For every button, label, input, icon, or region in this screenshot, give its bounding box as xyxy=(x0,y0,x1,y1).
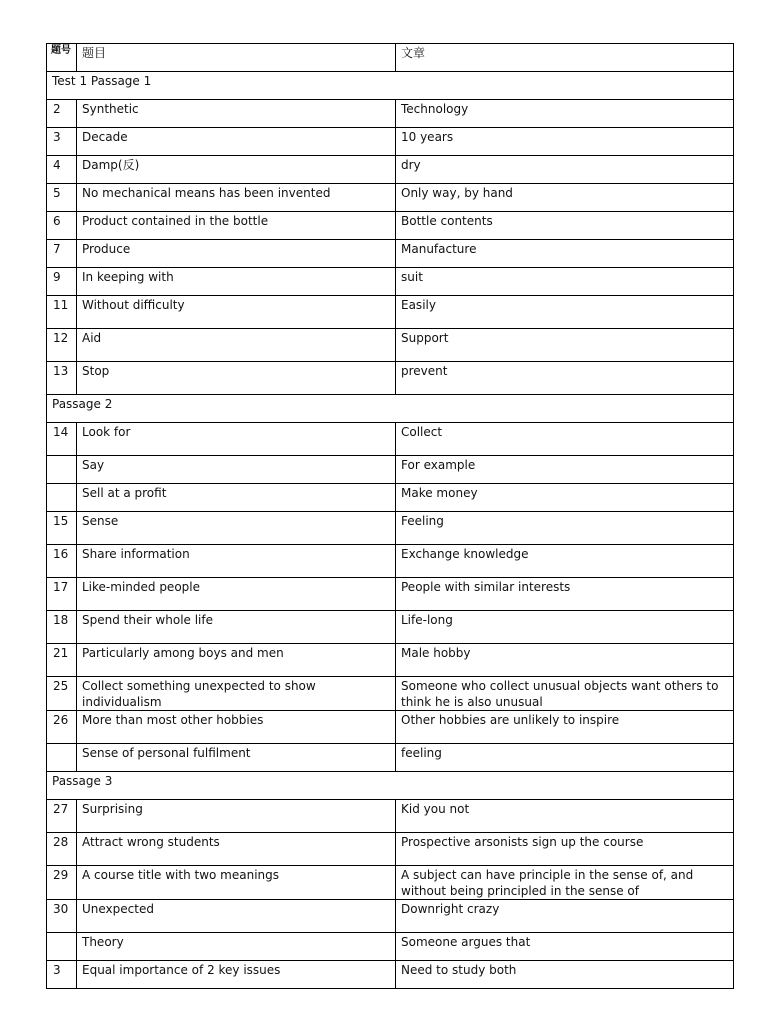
row-number: 17 xyxy=(47,578,77,611)
question-cell: Collect something unexpected to show individualism xyxy=(77,677,396,711)
question-cell: Sense xyxy=(77,512,396,545)
table-row xyxy=(47,240,734,268)
article-cell: Someone who collect unusual objects want others to think he is also unusual xyxy=(396,677,734,711)
row-number: 26 xyxy=(47,711,77,744)
section-label: Test 1 Passage 1 xyxy=(47,72,734,100)
header-row xyxy=(47,44,734,72)
table-body xyxy=(47,44,734,989)
article-cell: dry xyxy=(396,156,734,184)
question-cell: Equal importance of 2 key issues xyxy=(77,961,396,989)
table-row xyxy=(47,578,734,611)
table-row xyxy=(47,512,734,545)
question-cell: Surprising xyxy=(77,800,396,833)
table-row xyxy=(47,484,734,512)
row-number: 11 xyxy=(47,296,77,329)
vocabulary-table xyxy=(46,43,734,989)
question-cell: Damp(反) xyxy=(77,156,396,184)
section-row xyxy=(47,72,734,100)
question-cell: Product contained in the bottle xyxy=(77,212,396,240)
question-cell: Spend their whole life xyxy=(77,611,396,644)
question-cell: Synthetic xyxy=(77,100,396,128)
row-number: 6 xyxy=(47,212,77,240)
row-number xyxy=(47,933,77,961)
question-cell: Say xyxy=(77,456,396,484)
header-number: 题号 xyxy=(47,44,77,72)
table-row xyxy=(47,212,734,240)
article-cell: Technology xyxy=(396,100,734,128)
table-row xyxy=(47,296,734,329)
question-cell: Without difficulty xyxy=(77,296,396,329)
table-row xyxy=(47,833,734,866)
article-cell: Manufacture xyxy=(396,240,734,268)
question-cell: More than most other hobbies xyxy=(77,711,396,744)
question-cell: Attract wrong students xyxy=(77,833,396,866)
row-number: 18 xyxy=(47,611,77,644)
table-row xyxy=(47,156,734,184)
table-row xyxy=(47,362,734,395)
question-cell: Look for xyxy=(77,423,396,456)
article-cell: A subject can have principle in the sense of, and without being principled in the sense of xyxy=(396,866,734,900)
row-number: 30 xyxy=(47,900,77,933)
article-cell: Collect xyxy=(396,423,734,456)
table-row xyxy=(47,423,734,456)
header-article: 文章 xyxy=(396,44,734,72)
article-cell: prevent xyxy=(396,362,734,395)
table-row xyxy=(47,800,734,833)
article-cell: Other hobbies are unlikely to inspire xyxy=(396,711,734,744)
article-cell: Life-long xyxy=(396,611,734,644)
article-cell: Bottle contents xyxy=(396,212,734,240)
table-row xyxy=(47,744,734,772)
table-row xyxy=(47,128,734,156)
table-row xyxy=(47,866,734,900)
section-row xyxy=(47,395,734,423)
row-number: 12 xyxy=(47,329,77,362)
table-row xyxy=(47,644,734,677)
table-row xyxy=(47,456,734,484)
article-cell: Easily xyxy=(396,296,734,329)
section-label: Passage 3 xyxy=(47,772,734,800)
row-number: 15 xyxy=(47,512,77,545)
table-row xyxy=(47,184,734,212)
table-row xyxy=(47,329,734,362)
header-question: 题目 xyxy=(77,44,396,72)
question-cell: Stop xyxy=(77,362,396,395)
article-cell: Feeling xyxy=(396,512,734,545)
question-cell: Share information xyxy=(77,545,396,578)
article-cell: Kid you not xyxy=(396,800,734,833)
table-row xyxy=(47,545,734,578)
article-cell: Support xyxy=(396,329,734,362)
question-cell: Aid xyxy=(77,329,396,362)
row-number: 5 xyxy=(47,184,77,212)
row-number: 13 xyxy=(47,362,77,395)
row-number: 25 xyxy=(47,677,77,711)
question-cell: Produce xyxy=(77,240,396,268)
table-row xyxy=(47,268,734,296)
row-number: 28 xyxy=(47,833,77,866)
article-cell: 10 years xyxy=(396,128,734,156)
row-number: 7 xyxy=(47,240,77,268)
article-cell: Only way, by hand xyxy=(396,184,734,212)
row-number xyxy=(47,456,77,484)
question-cell: Sense of personal fulfilment xyxy=(77,744,396,772)
question-cell: Like-minded people xyxy=(77,578,396,611)
question-cell: In keeping with xyxy=(77,268,396,296)
section-label: Passage 2 xyxy=(47,395,734,423)
question-cell: Decade xyxy=(77,128,396,156)
table-row xyxy=(47,711,734,744)
article-cell: For example xyxy=(396,456,734,484)
table-row xyxy=(47,611,734,644)
row-number: 3 xyxy=(47,961,77,989)
question-cell: Sell at a profit xyxy=(77,484,396,512)
question-cell: Particularly among boys and men xyxy=(77,644,396,677)
row-number: 29 xyxy=(47,866,77,900)
article-cell: suit xyxy=(396,268,734,296)
row-number: 2 xyxy=(47,100,77,128)
article-cell: feeling xyxy=(396,744,734,772)
question-cell: Theory xyxy=(77,933,396,961)
table-row xyxy=(47,677,734,711)
table-row xyxy=(47,900,734,933)
table-row xyxy=(47,100,734,128)
row-number xyxy=(47,484,77,512)
article-cell: Someone argues that xyxy=(396,933,734,961)
section-row xyxy=(47,772,734,800)
article-cell: Exchange knowledge xyxy=(396,545,734,578)
article-cell: Male hobby xyxy=(396,644,734,677)
table-row xyxy=(47,961,734,989)
row-number: 27 xyxy=(47,800,77,833)
question-cell: No mechanical means has been invented xyxy=(77,184,396,212)
article-cell: Make money xyxy=(396,484,734,512)
row-number: 16 xyxy=(47,545,77,578)
row-number: 9 xyxy=(47,268,77,296)
question-cell: A course title with two meanings xyxy=(77,866,396,900)
row-number: 3 xyxy=(47,128,77,156)
article-cell: Prospective arsonists sign up the course xyxy=(396,833,734,866)
table-row xyxy=(47,933,734,961)
row-number: 4 xyxy=(47,156,77,184)
article-cell: Need to study both xyxy=(396,961,734,989)
row-number: 21 xyxy=(47,644,77,677)
article-cell: Downright crazy xyxy=(396,900,734,933)
row-number: 14 xyxy=(47,423,77,456)
article-cell: People with similar interests xyxy=(396,578,734,611)
row-number xyxy=(47,744,77,772)
question-cell: Unexpected xyxy=(77,900,396,933)
